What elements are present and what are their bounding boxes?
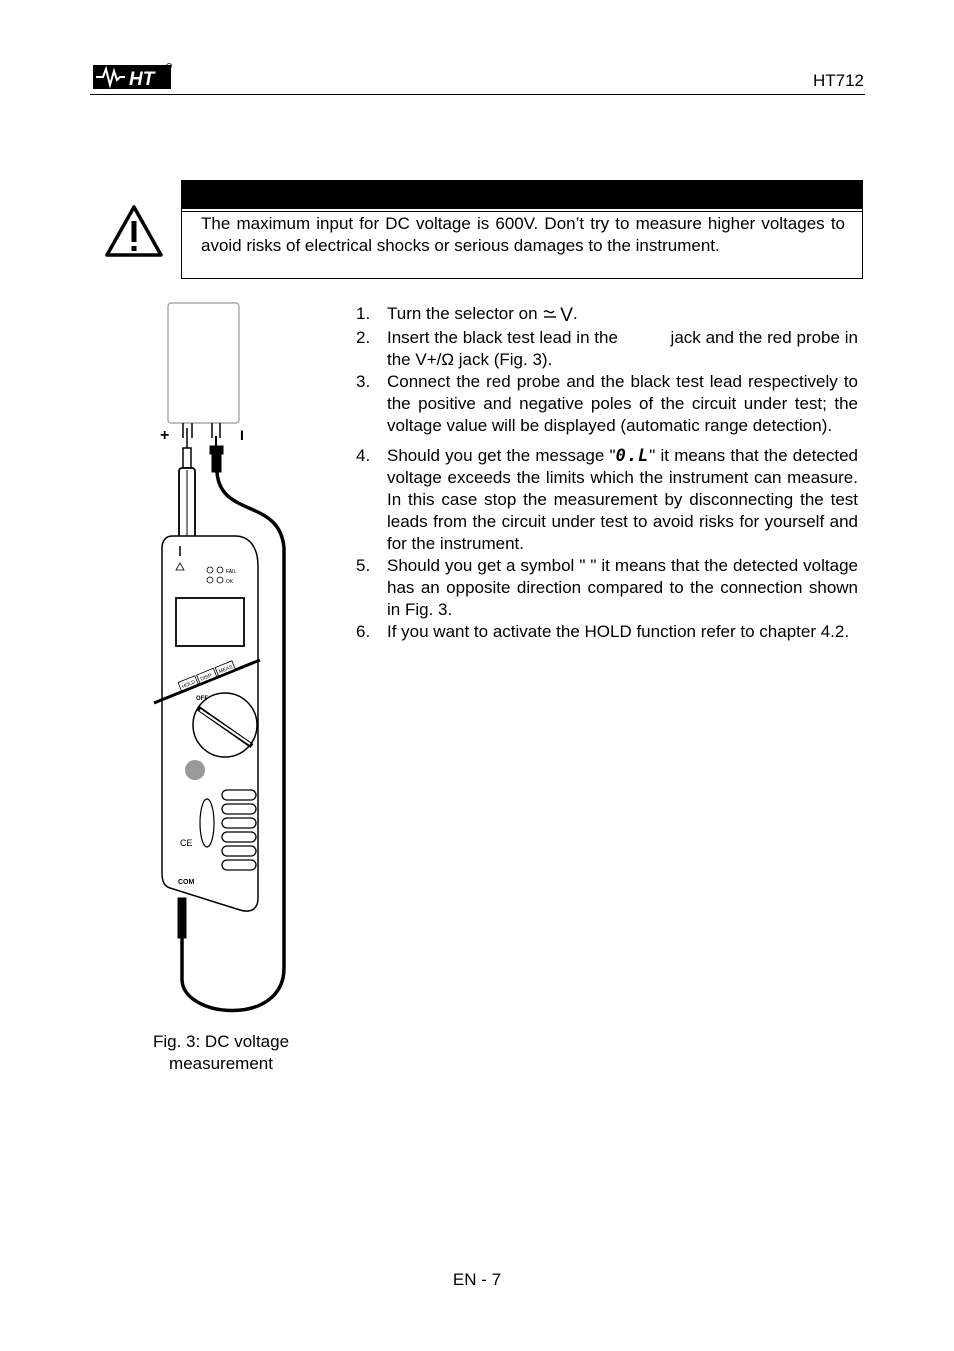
figure-caption xyxy=(130,1031,312,1075)
caution-box xyxy=(181,180,863,279)
step-text: Should you get a symbol " " it means that the detected voltage has an opposite direction compared to the connection shown in Fig. 3. xyxy=(387,556,858,619)
ac-dc-voltage-symbol xyxy=(542,305,573,327)
voltage-unit: V xyxy=(560,305,573,326)
step-text: Insert the black test lead in the jack and the red probe in the V+/Ω jack (Fig. 3). xyxy=(387,328,863,369)
step-number: 1. xyxy=(356,304,371,323)
ce-mark: CE xyxy=(180,838,193,848)
model-number: HT712 xyxy=(812,71,864,90)
step-text: Turn the selector on xyxy=(387,304,543,323)
header-rule xyxy=(90,94,865,95)
minus-terminal: I xyxy=(240,427,244,443)
warning-triangle-icon xyxy=(105,205,163,257)
com-label: COM xyxy=(178,879,195,886)
step-number: 2. xyxy=(356,328,371,347)
step-text: If you want to activate the HOLD function refer to chapter 4.2. xyxy=(387,622,850,641)
torch-button xyxy=(185,760,205,780)
ht-logo xyxy=(93,60,173,92)
procedure-steps xyxy=(356,303,863,643)
step-1 xyxy=(356,303,858,327)
caution-rule xyxy=(182,211,862,212)
lcd-display xyxy=(176,598,244,646)
meas-button-label: MEAS xyxy=(218,664,234,676)
circuit-under-test xyxy=(168,303,239,423)
tester-body xyxy=(154,536,260,911)
step-4 xyxy=(356,445,858,555)
step-number: 6. xyxy=(356,622,371,641)
figure-caption-line2: measurement xyxy=(169,1054,273,1073)
hold-button-label: HOLD xyxy=(181,679,197,691)
ac-dc-icon xyxy=(542,307,560,321)
plus-terminal: + xyxy=(160,427,170,444)
step-text: Connect the red probe and the black test lead respectively to the positive and negative poles of the circuit under test; the voltage value will be displayed (automatic range detection). xyxy=(387,372,858,435)
step-3 xyxy=(356,371,858,437)
caution-text: The maximum input for DC voltage is 600V. Don’t try to measure higher voltages to avoid risks of electrical shocks or serious damages to the instrument. xyxy=(201,214,845,255)
step-number: 5. xyxy=(356,556,371,575)
logo-text: HT xyxy=(129,69,155,90)
fail-label: FAIL xyxy=(226,569,237,575)
off-label: OFF xyxy=(196,696,208,702)
step-5 xyxy=(356,555,858,621)
overload-symbol: 0.L xyxy=(615,446,650,466)
step-text-end: " it means that the detected voltage exceeds the limits which the instrument can measure. In this case stop the measurement by disconnecting the test leads from the circuit under test to avoid risks for yourself and for the instrument. xyxy=(387,446,858,553)
ok-label: OK xyxy=(226,579,234,585)
step-number: 3. xyxy=(356,372,371,391)
disp-button-label: DISP xyxy=(199,672,213,683)
caution-title-bar xyxy=(182,181,862,209)
page-number: EN - 7 xyxy=(452,1270,502,1289)
dc-voltage-figure xyxy=(140,298,310,1018)
figure-caption-line1: Fig. 3: DC voltage xyxy=(152,1032,290,1051)
step-text-end: . xyxy=(572,304,578,323)
step-6 xyxy=(356,621,858,643)
step-text: Should you get the message " xyxy=(387,446,616,465)
red-probe xyxy=(179,428,195,538)
step-2 xyxy=(356,327,863,371)
step-number: 4. xyxy=(356,446,371,465)
